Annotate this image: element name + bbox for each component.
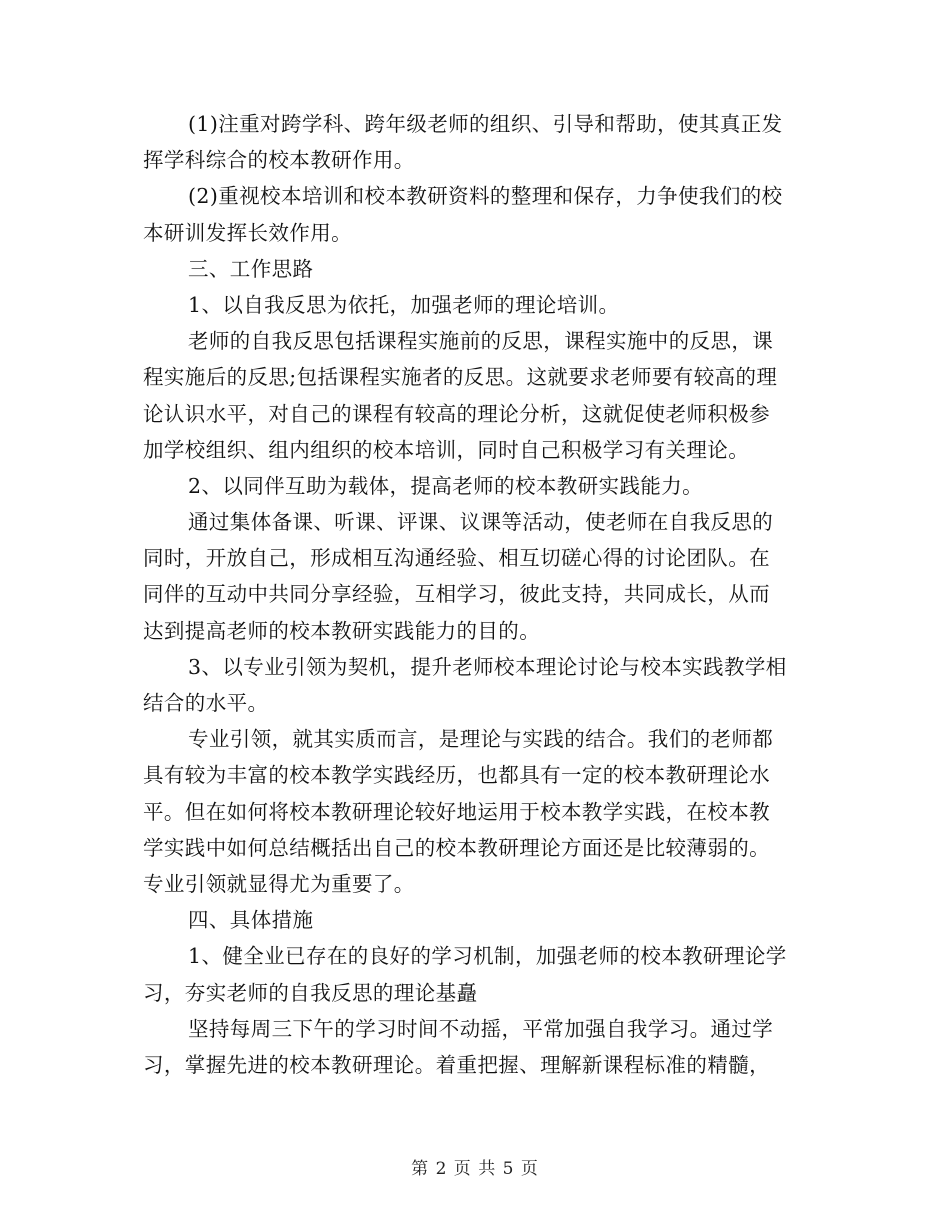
text-line: 习，掌握先进的校本教研理论。着重把握、理解新课程标准的精髓， <box>143 1052 770 1077</box>
text-line: 学实践中如何总结概括出自己的校本教研理论方面还是比较薄弱的。 <box>143 835 770 860</box>
text-line: 具有较为丰富的校本教学实践经历，也都具有一定的校本教研理论水 <box>143 763 770 788</box>
text-line: 专业引领就显得尤为重要了。 <box>143 871 415 896</box>
text-line: 结合的水平。 <box>143 691 269 715</box>
text-line: 1、健全业已存在的良好的学习机制，加强老师的校本教研理论学 <box>188 944 787 969</box>
text-line: 达到提高老师的校本教研实践能力的目的。 <box>143 618 541 643</box>
text-line: 专业引领，就其实质而言，是理论与实践的结合。我们的老师都 <box>188 727 774 752</box>
text-line: 同伴的互动中共同分享经验，互相学习，彼此支持，共同成长，从而 <box>143 582 770 607</box>
text-line: 平。但在如何将校本教研理论较好地运用于校本教学实践，在校本教 <box>143 799 770 824</box>
text-line: 加学校组织、组内组织的校本培训，同时自己积极学习有关理论。 <box>143 437 750 462</box>
text-line: 2、以同伴互助为载体，提高老师的校本教研实践能力。 <box>188 473 704 498</box>
text-line: 论认识水平，对自己的课程有较高的理论分析，这就促使老师积极参 <box>143 401 770 426</box>
text-line: 3、以专业引领为契机，提升老师校本理论讨论与校本实践教学相 <box>188 654 787 679</box>
text-line: 本研训发挥长效作用。 <box>143 220 352 245</box>
document-body <box>143 106 811 1083</box>
text-line: 三、工作思路 <box>188 256 314 281</box>
text-line: 1、以自我反思为依托，加强老师的理论培训。 <box>188 292 620 317</box>
text-line: 坚持每周三下午的学习时间不动摇，平常加强自我学习。通过学 <box>188 1016 774 1041</box>
text-line: 通过集体备课、听课、评课、议课等活动，使老师在自我反思的 <box>188 510 774 535</box>
text-line: (1)注重对跨学科、跨年级老师的组织、引导和帮助，使其真正发 <box>188 112 783 136</box>
text-line: 老师的自我反思包括课程实施前的反思，课程实施中的反思，课 <box>188 329 774 354</box>
text-line: (2)重视校本培训和校本教研资料的整理和保存，力争使我们的校 <box>188 184 783 209</box>
text-line: 习，夯实老师的自我反思的理论基矗 <box>143 980 478 1005</box>
page-number-footer: 第 2 页 共 5 页 <box>411 1159 539 1179</box>
text-line: 同时，开放自己，形成相互沟通经验、相互切磋心得的讨论团队。在 <box>143 546 770 571</box>
text-line: 程实施后的反思;包括课程实施者的反思。这就要求老师要有较高的理 <box>143 365 778 390</box>
text-line: 挥学科综合的校本教研作用。 <box>143 148 415 173</box>
text-line: 四、具体措施 <box>188 908 314 933</box>
